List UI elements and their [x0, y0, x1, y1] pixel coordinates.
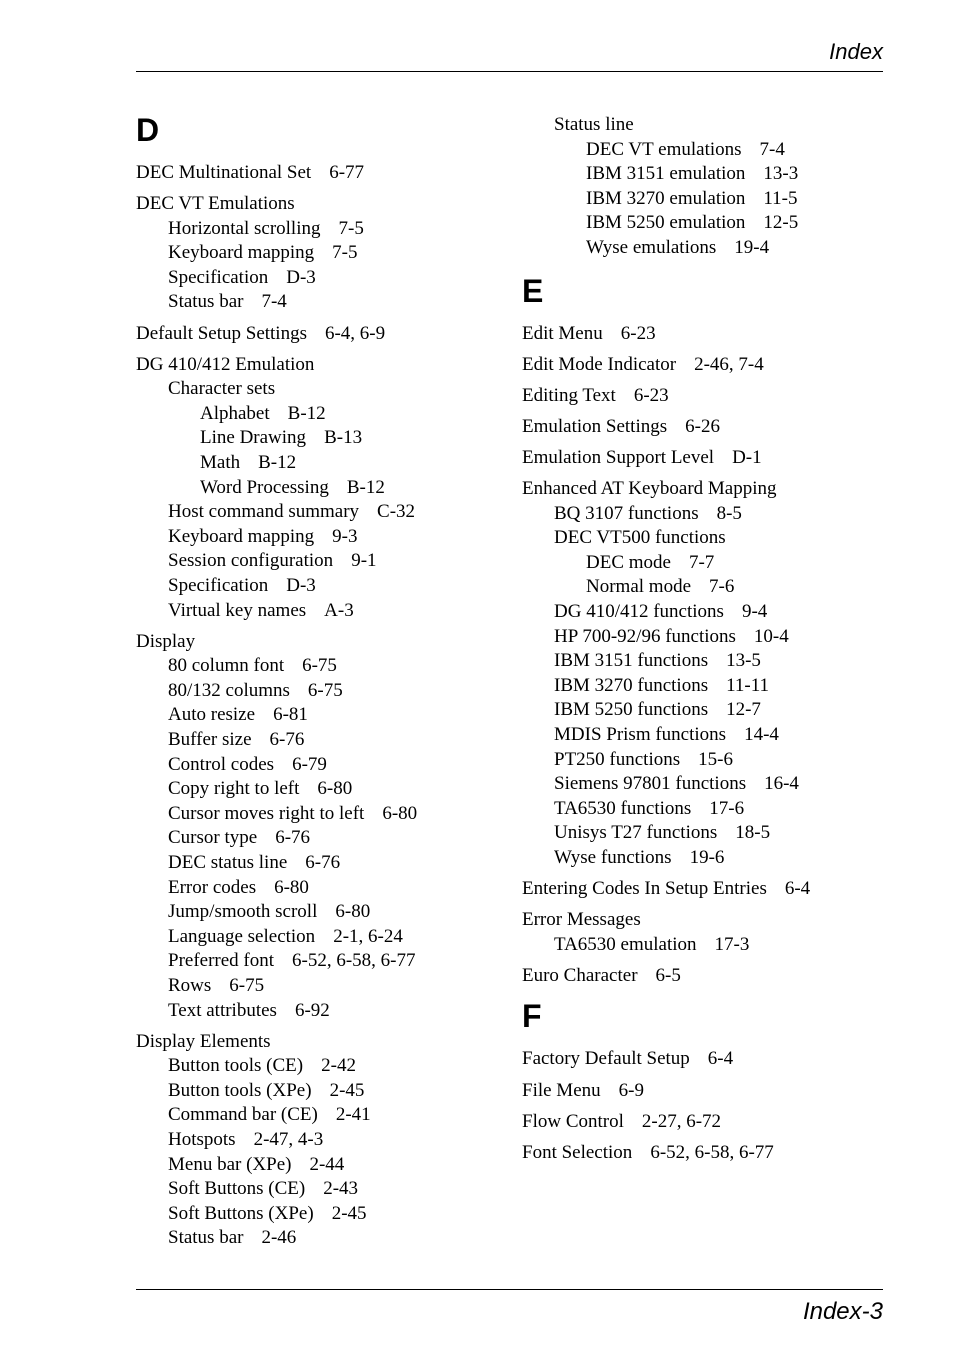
- index-entry: [136, 630, 506, 655]
- index-page-ref: 6-77: [329, 162, 365, 183]
- index-entry: [522, 748, 892, 773]
- index-term: IBM 5250 functions: [554, 699, 709, 721]
- index-page-ref: 6-4: [707, 1048, 734, 1070]
- index-term: DEC Multinational Set: [136, 162, 312, 183]
- index-page-ref: 7-4: [759, 138, 785, 160]
- index-term: Host command summary: [168, 501, 360, 523]
- index-term: TA6530 emulation: [554, 933, 697, 955]
- index-page-ref: 17-3: [714, 933, 750, 955]
- index-entry: [522, 187, 892, 212]
- index-page-ref: 6-23: [633, 384, 669, 406]
- index-entry: [136, 1103, 506, 1128]
- index-page-ref: 12-7: [726, 699, 761, 721]
- index-page-ref: B-12: [287, 402, 326, 424]
- index-page-ref: 6-26: [685, 415, 720, 437]
- index-term: Soft Buttons (CE): [168, 1178, 306, 1200]
- index-term: Cursor moves right to left: [168, 802, 365, 824]
- index-page-ref: C-32: [377, 501, 416, 523]
- index-entry: [136, 1177, 506, 1202]
- index-entry: [522, 211, 892, 236]
- index-term: Jump/smooth scroll: [168, 901, 318, 923]
- index-page-ref: 15-6: [698, 748, 733, 770]
- index-entry: [136, 900, 506, 925]
- index-page-ref: 7-5: [332, 242, 358, 264]
- index-page-ref: 17-6: [709, 797, 745, 819]
- index-term: IBM 3270 emulation: [586, 187, 746, 209]
- index-column-right: [522, 112, 892, 1165]
- index-entry: [522, 236, 892, 261]
- index-term: Word Processing: [200, 476, 329, 498]
- index-entry: [522, 772, 892, 797]
- index-page-ref: 2-41: [335, 1104, 371, 1126]
- index-page-ref: D-3: [286, 575, 316, 596]
- index-term: Default Setup Settings: [136, 322, 307, 344]
- index-entry: [136, 777, 506, 802]
- index-page-ref: 6-80: [382, 802, 418, 824]
- index-entry: [136, 500, 506, 525]
- index-term: Entering Codes In Setup Entries: [522, 878, 767, 900]
- index-page-ref: 6-80: [274, 876, 309, 898]
- index-entry: [522, 600, 892, 625]
- index-page-ref: 6-52, 6-58, 6-77: [650, 1141, 774, 1163]
- index-entry: [136, 1202, 506, 1227]
- index-term: Status bar: [168, 291, 244, 313]
- index-page-ref: 2-27, 6-72: [641, 1110, 722, 1132]
- index-term: Unisys T27 functions: [554, 822, 718, 844]
- index-page-ref: 6-75: [302, 655, 337, 677]
- index-entry: [136, 377, 506, 402]
- index-term: DG 410/412 functions: [554, 601, 724, 622]
- index-entry: [522, 821, 892, 846]
- index-term: Virtual key names: [168, 599, 307, 621]
- page-number: Index-3: [802, 1298, 883, 1325]
- index-page-ref: 2-45: [329, 1079, 365, 1101]
- index-page-ref: 2-43: [323, 1178, 359, 1200]
- index-entry: [522, 477, 892, 502]
- index-entry: [136, 703, 506, 728]
- index-entry: [136, 451, 506, 476]
- index-page-ref: 11-11: [726, 674, 770, 696]
- index-term: IBM 3270 functions: [554, 674, 709, 696]
- index-page-ref: 2-1, 6-24: [333, 925, 403, 947]
- index-page-ref: B-12: [346, 476, 385, 498]
- index-term: Math: [200, 452, 241, 474]
- index-page-ref: 11-5: [763, 187, 798, 209]
- index-term: Auto resize: [168, 704, 256, 726]
- index-entry: [522, 415, 892, 440]
- index-entry: [522, 933, 892, 958]
- index-term: Buffer size: [168, 729, 252, 751]
- index-page-ref: 9-1: [351, 550, 377, 572]
- index-page-ref: 18-5: [735, 822, 771, 844]
- index-entry: [136, 753, 506, 778]
- index-page-ref: 2-46, 7-4: [694, 353, 764, 375]
- index-page-ref: D-1: [732, 446, 762, 468]
- index-term: Copy right to left: [168, 778, 300, 800]
- index-page-ref: 6-4, 6-9: [324, 322, 386, 344]
- index-section: [522, 998, 892, 1165]
- index-entry: [522, 353, 892, 378]
- index-term: Session configuration: [168, 550, 334, 572]
- index-term: Specification: [168, 575, 269, 596]
- index-page-ref: 6-9: [618, 1079, 644, 1101]
- index-section: [136, 112, 506, 1251]
- index-term: Button tools (CE): [168, 1055, 304, 1077]
- index-page-ref: 12-5: [763, 212, 799, 234]
- index-entry: [136, 851, 506, 876]
- index-term: IBM 5250 emulation: [586, 212, 746, 234]
- index-entry: [136, 1226, 506, 1251]
- index-entry: [136, 290, 506, 315]
- continued-entries: [522, 113, 892, 261]
- index-page-ref: D-3: [286, 266, 316, 288]
- index-page-ref: A-3: [324, 599, 354, 621]
- index-term: 80 column font: [168, 655, 285, 677]
- footer-rule: [136, 1289, 883, 1290]
- index-entry: [136, 1054, 506, 1079]
- index-page-ref: 6-92: [294, 999, 330, 1021]
- index-entry: [522, 723, 892, 748]
- index-term: DG 410/412 Emulation: [136, 353, 315, 375]
- index-term: DEC mode: [586, 551, 671, 573]
- index-entry: [136, 826, 506, 851]
- index-term: Error Messages: [522, 909, 641, 931]
- index-page-ref: 6-80: [335, 901, 371, 923]
- index-entry: [522, 446, 892, 471]
- index-entry: [136, 402, 506, 427]
- index-term: Line Drawing: [200, 427, 307, 449]
- index-entry: [522, 1110, 892, 1135]
- index-term: DEC VT emulations: [586, 138, 742, 160]
- index-entry: [522, 384, 892, 409]
- index-page-ref: 16-4: [764, 773, 799, 795]
- index-entry: [522, 575, 892, 600]
- index-entry: [522, 113, 892, 138]
- index-term: Edit Menu: [522, 322, 603, 344]
- index-entry: [136, 974, 506, 999]
- index-entry: [522, 162, 892, 187]
- index-page-ref: 6-80: [317, 778, 353, 800]
- index-page-ref: 19-6: [689, 846, 725, 868]
- index-entry: [136, 192, 506, 217]
- index-entry: [136, 925, 506, 950]
- index-entry: [136, 322, 506, 347]
- index-entry: [136, 525, 506, 550]
- index-entry: [136, 728, 506, 753]
- index-entry: [136, 426, 506, 451]
- index-page-ref: B-13: [324, 427, 363, 449]
- index-page-ref: 8-5: [716, 502, 742, 524]
- index-term: Command bar (CE): [168, 1104, 318, 1126]
- index-entry: [522, 1141, 892, 1166]
- index-entry: [136, 1128, 506, 1153]
- index-entry: [522, 698, 892, 723]
- index-term: Keyboard mapping: [168, 525, 315, 547]
- index-term: Font Selection: [522, 1141, 633, 1163]
- index-page-ref: 2-44: [309, 1153, 345, 1175]
- index-page-ref: 2-42: [321, 1055, 356, 1077]
- index-entry: [522, 797, 892, 822]
- index-page-ref: 2-47, 4-3: [253, 1129, 324, 1151]
- index-entry: [136, 476, 506, 501]
- index-term: Edit Mode Indicator: [522, 353, 677, 375]
- index-page-ref: 9-4: [741, 601, 768, 622]
- index-page-ref: 6-52, 6-58, 6-77: [292, 950, 416, 972]
- index-entry: [136, 802, 506, 827]
- header-rule: [136, 71, 883, 72]
- index-page-ref: 6-75: [229, 975, 265, 996]
- index-entry: [522, 502, 892, 527]
- index-term: Wyse emulations: [586, 236, 717, 258]
- index-section: [522, 273, 892, 989]
- index-term: Rows: [168, 975, 212, 996]
- index-term: Enhanced AT Keyboard Mapping: [522, 478, 777, 500]
- index-term: Display Elements: [136, 1030, 271, 1052]
- index-page-ref: 6-5: [655, 964, 681, 986]
- index-page-ref: 7-5: [338, 217, 364, 239]
- index-term: Emulation Support Level: [522, 446, 715, 468]
- index-term: Siemens 97801 functions: [554, 773, 747, 795]
- index-term: DEC VT Emulations: [136, 193, 295, 215]
- index-entry: [136, 1030, 506, 1055]
- index-entry: [522, 625, 892, 650]
- index-page-ref: 13-5: [726, 650, 761, 672]
- index-term: Normal mode: [586, 576, 692, 598]
- index-entry: [136, 549, 506, 574]
- index-term: HP 700-92/96 functions: [554, 625, 736, 647]
- index-entry: [522, 1047, 892, 1072]
- index-entry: [136, 999, 506, 1024]
- index-entry: [136, 1079, 506, 1104]
- index-page-ref: 9-3: [332, 525, 358, 547]
- index-entry: [136, 1153, 506, 1178]
- index-term: Error codes: [168, 876, 257, 898]
- index-entry: [136, 353, 506, 378]
- index-term: MDIS Prism functions: [554, 723, 727, 745]
- section-letter: F: [522, 998, 542, 1035]
- index-term: Language selection: [168, 925, 316, 947]
- index-page-ref: 6-76: [269, 729, 305, 751]
- index-page-ref: 7-7: [688, 551, 715, 573]
- index-entry: [136, 266, 506, 291]
- index-term: Control codes: [168, 753, 275, 775]
- index-term: Alphabet: [200, 402, 270, 424]
- index-term: IBM 3151 functions: [554, 650, 709, 672]
- index-term: Preferred font: [168, 950, 275, 972]
- index-term: Emulation Settings: [522, 415, 668, 437]
- index-page-ref: 6-81: [273, 704, 308, 726]
- index-entry: [522, 138, 892, 163]
- index-term: File Menu: [522, 1079, 601, 1101]
- index-entry: [136, 949, 506, 974]
- index-term: BQ 3107 functions: [554, 502, 699, 524]
- index-term: DEC status line: [168, 852, 288, 874]
- index-entry: [136, 599, 506, 624]
- index-term: DEC VT500 functions: [554, 527, 726, 549]
- index-entry: [136, 241, 506, 266]
- index-term: Flow Control: [522, 1110, 624, 1132]
- index-page-ref: B-12: [258, 452, 297, 474]
- index-term: Status line: [554, 114, 634, 135]
- index-term: Editing Text: [522, 384, 616, 406]
- index-entry: [522, 551, 892, 576]
- index-term: Hotspots: [168, 1129, 236, 1151]
- index-term: Wyse functions: [554, 846, 672, 868]
- index-page-ref: 13-3: [763, 163, 799, 185]
- index-term: Euro Character: [522, 964, 638, 986]
- index-term: TA6530 functions: [554, 797, 692, 819]
- index-entry: [522, 846, 892, 871]
- section-letter: E: [522, 272, 544, 309]
- index-page-ref: 6-4: [784, 878, 811, 900]
- index-term: Button tools (XPe): [168, 1079, 312, 1101]
- index-entry: [522, 674, 892, 699]
- index-entry: [136, 217, 506, 242]
- index-entry: [136, 876, 506, 901]
- index-entry: [136, 654, 506, 679]
- index-term: Status bar: [168, 1227, 244, 1249]
- index-entry: [136, 161, 506, 186]
- index-term: Display: [136, 630, 196, 652]
- index-term: Menu bar (XPe): [168, 1153, 292, 1175]
- index-page-ref: 7-6: [709, 576, 735, 598]
- index-term: Character sets: [168, 378, 276, 400]
- index-term: Keyboard mapping: [168, 242, 315, 264]
- index-page-ref: 14-4: [744, 723, 779, 745]
- index-entry: [136, 574, 506, 599]
- index-entry: [522, 1079, 892, 1104]
- index-entry: [522, 964, 892, 989]
- index-page-ref: 10-4: [753, 625, 789, 647]
- index-term: 80/132 columns: [168, 679, 290, 701]
- index-entry: [522, 649, 892, 674]
- running-header-title: Index: [829, 39, 883, 64]
- index-entry: [136, 679, 506, 704]
- index-page-ref: 6-76: [275, 827, 311, 849]
- index-term: IBM 3151 emulation: [586, 163, 746, 185]
- index-page-ref: 6-23: [620, 322, 656, 344]
- index-entry: [522, 877, 892, 902]
- index-page-ref: 7-4: [261, 291, 287, 313]
- index-page-ref: 6-79: [292, 753, 327, 775]
- index-term: Cursor type: [168, 827, 258, 849]
- section-letter: D: [136, 112, 160, 148]
- index-column-left: [136, 112, 506, 1251]
- index-page-ref: 2-45: [331, 1202, 367, 1224]
- index-term: Horizontal scrolling: [168, 217, 321, 239]
- index-term: Text attributes: [168, 999, 277, 1021]
- index-page-ref: 6-76: [305, 852, 341, 874]
- index-term: Specification: [168, 266, 269, 288]
- index-term: Soft Buttons (XPe): [168, 1202, 314, 1224]
- index-term: Factory Default Setup: [522, 1048, 690, 1070]
- index-entry: [522, 526, 892, 551]
- index-term: PT250 functions: [554, 748, 681, 770]
- index-page-ref: 6-75: [307, 679, 343, 701]
- index-entry: [522, 322, 892, 347]
- index-entry: [522, 908, 892, 933]
- index-page-ref: 19-4: [734, 236, 770, 258]
- index-page-ref: 2-46: [261, 1227, 297, 1249]
